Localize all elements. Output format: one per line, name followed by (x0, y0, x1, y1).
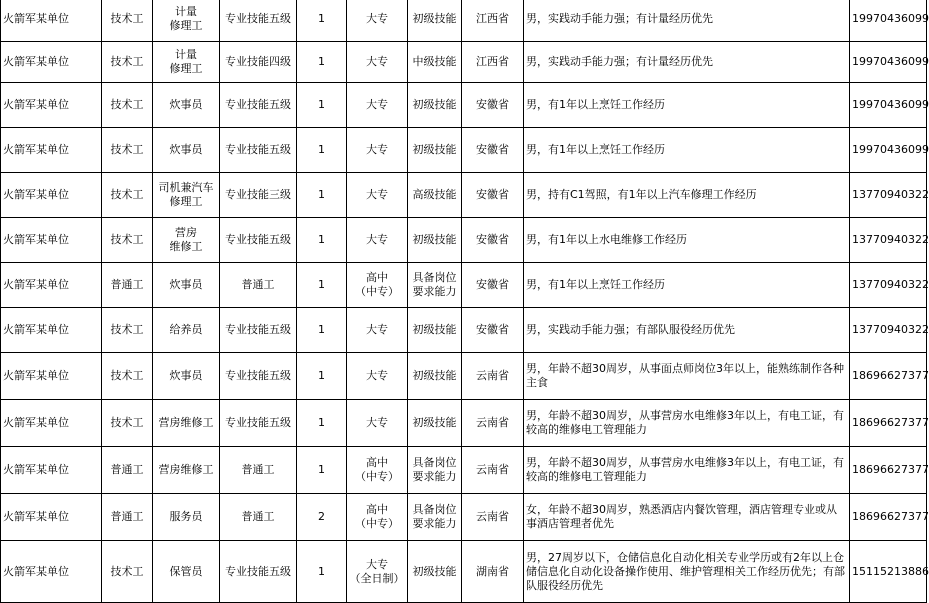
table-row (1, 173, 927, 218)
count-cell: 1 (297, 400, 347, 447)
requirement-cell: 男，实践动手能力强；有计量经历优先 (524, 0, 850, 42)
unit-cell: 火箭军某单位 (1, 0, 102, 42)
skill-cell: 初级技能 (408, 541, 462, 603)
skill-cell: 初级技能 (408, 83, 462, 128)
level-cell: 普通工 (220, 494, 297, 541)
province-cell: 云南省 (462, 400, 524, 447)
requirement-cell: 男，年龄不超30周岁，从事营房水电维修3年以上，有电工证，有较高的维修电工管理能力 (524, 400, 850, 447)
position-cell: 炊事员 (153, 263, 220, 308)
count-cell: 1 (297, 173, 347, 218)
education-cell: 大专 (347, 0, 408, 42)
table-row (1, 308, 927, 353)
count-cell: 1 (297, 128, 347, 173)
education-cell: 大专 (347, 400, 408, 447)
phone-cell: 15115213886 (850, 541, 927, 603)
unit-cell: 火箭军某单位 (1, 494, 102, 541)
province-cell: 安徽省 (462, 173, 524, 218)
education-cell: 高中 （中专） (347, 263, 408, 308)
skill-cell: 中级技能 (408, 42, 462, 83)
category-cell: 技术工 (102, 173, 153, 218)
unit-cell: 火箭军某单位 (1, 541, 102, 603)
category-cell: 普通工 (102, 494, 153, 541)
skill-cell: 具备岗位 要求能力 (408, 447, 462, 494)
table-row (1, 447, 927, 494)
category-cell: 技术工 (102, 128, 153, 173)
education-cell: 大专 （全日制） (347, 541, 408, 603)
level-cell: 专业技能五级 (220, 541, 297, 603)
category-cell: 技术工 (102, 308, 153, 353)
phone-cell: 18696627377 (850, 447, 927, 494)
level-cell: 专业技能五级 (220, 400, 297, 447)
phone-cell: 19970436099 (850, 42, 927, 83)
position-cell: 营房 维修工 (153, 218, 220, 263)
skill-cell: 初级技能 (408, 0, 462, 42)
position-cell: 炊事员 (153, 353, 220, 400)
table-row (1, 83, 927, 128)
skill-cell: 具备岗位 要求能力 (408, 263, 462, 308)
unit-cell: 火箭军某单位 (1, 83, 102, 128)
unit-cell: 火箭军某单位 (1, 42, 102, 83)
requirement-cell: 男，有1年以上烹饪工作经历 (524, 83, 850, 128)
education-cell: 大专 (347, 218, 408, 263)
education-cell: 大专 (347, 308, 408, 353)
education-cell: 大专 (347, 353, 408, 400)
level-cell: 专业技能五级 (220, 353, 297, 400)
level-cell: 专业技能五级 (220, 128, 297, 173)
table-row (1, 494, 927, 541)
province-cell: 安徽省 (462, 263, 524, 308)
position-cell: 计量 修理工 (153, 0, 220, 42)
count-cell: 1 (297, 353, 347, 400)
phone-cell: 19970436099 (850, 128, 927, 173)
position-cell: 给养员 (153, 308, 220, 353)
skill-cell: 初级技能 (408, 400, 462, 447)
province-cell: 云南省 (462, 447, 524, 494)
count-cell: 1 (297, 83, 347, 128)
province-cell: 安徽省 (462, 128, 524, 173)
requirement-cell: 男，有1年以上烹饪工作经历 (524, 263, 850, 308)
phone-cell: 13770940322 (850, 218, 927, 263)
position-cell: 炊事员 (153, 128, 220, 173)
unit-cell: 火箭军某单位 (1, 400, 102, 447)
requirement-cell: 男，27周岁以下，仓储信息化自动化相关专业学历或有2年以上仓储信息化自动化设备操作使用、维护管理相关工作经历优先；有部队服役经历优先 (524, 541, 850, 603)
skill-cell: 具备岗位 要求能力 (408, 494, 462, 541)
table-body (1, 0, 927, 603)
phone-cell: 13770940322 (850, 308, 927, 353)
province-cell: 安徽省 (462, 308, 524, 353)
skill-cell: 初级技能 (408, 218, 462, 263)
province-cell: 江西省 (462, 42, 524, 83)
phone-cell: 18696627377 (850, 494, 927, 541)
count-cell: 1 (297, 308, 347, 353)
position-cell: 保管员 (153, 541, 220, 603)
unit-cell: 火箭军某单位 (1, 308, 102, 353)
category-cell: 技术工 (102, 541, 153, 603)
level-cell: 普通工 (220, 447, 297, 494)
table-row (1, 0, 927, 42)
count-cell: 1 (297, 263, 347, 308)
requirement-cell: 男，年龄不超30周岁，从事营房水电维修3年以上，有电工证，有较高的维修电工管理能力 (524, 447, 850, 494)
phone-cell: 19970436099 (850, 83, 927, 128)
requirement-cell: 女，年龄不超30周岁，熟悉酒店内餐饮管理，酒店管理专业或从事酒店管理者优先 (524, 494, 850, 541)
education-cell: 大专 (347, 173, 408, 218)
phone-cell: 18696627377 (850, 400, 927, 447)
category-cell: 普通工 (102, 447, 153, 494)
position-cell: 计量 修理工 (153, 42, 220, 83)
level-cell: 专业技能三级 (220, 173, 297, 218)
count-cell: 1 (297, 42, 347, 83)
table-row (1, 42, 927, 83)
level-cell: 专业技能五级 (220, 0, 297, 42)
requirement-cell: 男，有1年以上烹饪工作经历 (524, 128, 850, 173)
phone-cell: 19970436099 (850, 0, 927, 42)
position-cell: 司机兼汽车 修理工 (153, 173, 220, 218)
table-row (1, 541, 927, 603)
province-cell: 江西省 (462, 0, 524, 42)
province-cell: 云南省 (462, 494, 524, 541)
requirement-cell: 男，实践动手能力强；有计量经历优先 (524, 42, 850, 83)
position-cell: 营房维修工 (153, 400, 220, 447)
skill-cell: 初级技能 (408, 128, 462, 173)
requirement-cell: 男，有1年以上水电维修工作经历 (524, 218, 850, 263)
unit-cell: 火箭军某单位 (1, 353, 102, 400)
count-cell: 1 (297, 218, 347, 263)
count-cell: 2 (297, 494, 347, 541)
category-cell: 技术工 (102, 400, 153, 447)
table-row (1, 400, 927, 447)
unit-cell: 火箭军某单位 (1, 263, 102, 308)
unit-cell: 火箭军某单位 (1, 173, 102, 218)
education-cell: 大专 (347, 128, 408, 173)
skill-cell: 初级技能 (408, 353, 462, 400)
phone-cell: 13770940322 (850, 263, 927, 308)
education-cell: 大专 (347, 83, 408, 128)
table-row (1, 353, 927, 400)
table-row (1, 218, 927, 263)
count-cell: 1 (297, 0, 347, 42)
requirement-cell: 男，实践动手能力强；有部队服役经历优先 (524, 308, 850, 353)
category-cell: 技术工 (102, 42, 153, 83)
phone-cell: 13770940322 (850, 173, 927, 218)
count-cell: 1 (297, 541, 347, 603)
unit-cell: 火箭军某单位 (1, 128, 102, 173)
level-cell: 专业技能五级 (220, 308, 297, 353)
category-cell: 技术工 (102, 0, 153, 42)
education-cell: 高中 （中专） (347, 447, 408, 494)
category-cell: 普通工 (102, 263, 153, 308)
skill-cell: 初级技能 (408, 308, 462, 353)
category-cell: 技术工 (102, 83, 153, 128)
phone-cell: 18696627377 (850, 353, 927, 400)
category-cell: 技术工 (102, 218, 153, 263)
education-cell: 高中 （中专） (347, 494, 408, 541)
province-cell: 安徽省 (462, 218, 524, 263)
education-cell: 大专 (347, 42, 408, 83)
level-cell: 普通工 (220, 263, 297, 308)
table-row (1, 128, 927, 173)
table-row (1, 263, 927, 308)
province-cell: 安徽省 (462, 83, 524, 128)
requirement-cell: 男，年龄不超30周岁，从事面点师岗位3年以上，能熟练制作各种主食 (524, 353, 850, 400)
skill-cell: 高级技能 (408, 173, 462, 218)
position-cell: 服务员 (153, 494, 220, 541)
position-cell: 营房维修工 (153, 447, 220, 494)
level-cell: 专业技能四级 (220, 42, 297, 83)
province-cell: 云南省 (462, 353, 524, 400)
unit-cell: 火箭军某单位 (1, 447, 102, 494)
level-cell: 专业技能五级 (220, 218, 297, 263)
unit-cell: 火箭军某单位 (1, 218, 102, 263)
requirement-cell: 男，持有C1驾照，有1年以上汽车修理工作经历 (524, 173, 850, 218)
province-cell: 湖南省 (462, 541, 524, 603)
level-cell: 专业技能五级 (220, 83, 297, 128)
position-cell: 炊事员 (153, 83, 220, 128)
category-cell: 技术工 (102, 353, 153, 400)
count-cell: 1 (297, 447, 347, 494)
